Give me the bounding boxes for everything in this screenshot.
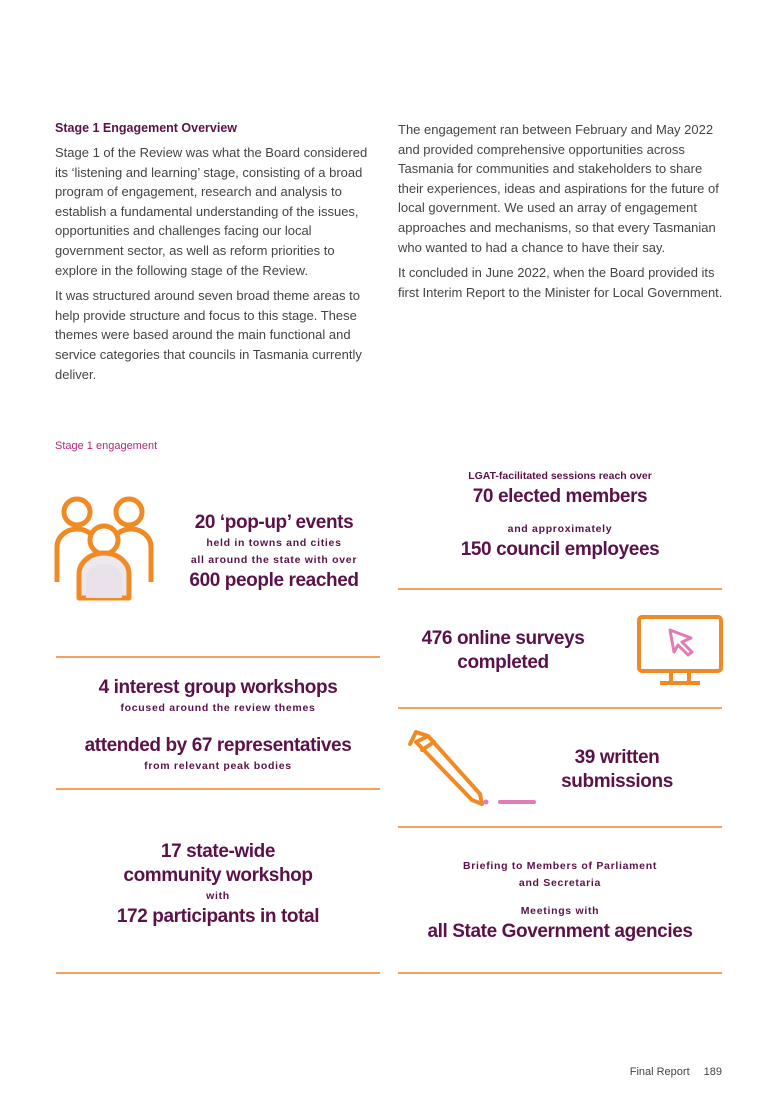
divider [398,826,722,828]
submissions-line2: submissions [561,771,673,792]
overview-paragraph: Stage 1 of the Review was what the Board considered its ‘listening and learning’ stage, consisting of a broad program of engagement, research and analysis to establish a fundamental understanding of the issues, opportunities and challenges facing our local government sector, as well as reform priorities to explore in the following stage of the Review. [55,145,368,278]
overview-paragraph: It was structured around seven broad theme areas to help provide structure and focus to this stage. These themes were based around the main functional and service categories that councils in Tasmania currently deliver. [55,288,362,382]
overview-heading: Stage 1 Engagement Overview [55,121,238,135]
community-total: 172 participants in total [116,906,320,927]
lgat-elected: 70 elected members [472,486,648,507]
workshops-sub1: focused around the review themes [120,702,316,714]
community-line1: 17 state-wide [160,841,276,862]
workshops-title: 4 interest group workshops [98,677,338,698]
briefing-line1: Briefing to Members of Parliament [462,860,658,872]
surveys-line2: completed [457,652,549,673]
footer-label: Final Report [629,1066,690,1078]
popup-events-title: 20 ‘pop-up’ events [194,512,354,533]
workshops-title2: attended by 67 representatives [84,735,352,756]
divider [398,707,722,709]
online-surveys-stat [398,627,608,675]
community-line2: community workshop [123,865,313,886]
lgat-sessions-stat [398,468,722,562]
divider [398,972,722,974]
popup-events-total: 600 people reached [189,570,359,591]
popup-events-line2: all around the state with over [190,554,358,566]
community-with: with [206,890,230,902]
briefing-stat [398,858,722,944]
briefing-line2: and Secretaria [518,877,602,889]
popup-events-stat [165,511,383,593]
divider [56,972,380,974]
lgat-intro: LGAT-facilitated sessions reach over [468,470,652,482]
overview-paragraph: It concluded in June 2022, when the Board provided its first Interim Report to the Minister for Local Government. [398,265,723,300]
surveys-line1: 476 online surveys [421,628,585,649]
community-workshops-stat [56,840,380,929]
computer-monitor-icon [636,614,724,688]
page-footer [616,1066,722,1078]
divider [56,788,380,790]
popup-events-line1: held in towns and cities [206,537,342,549]
section-label: Stage 1 engagement [55,440,158,452]
divider [398,588,722,590]
pen-icon [404,728,540,808]
submissions-line1: 39 written [574,747,660,768]
lgat-employees: 150 council employees [460,539,660,560]
interest-workshops-stat [56,676,380,775]
workshops-sub2: from relevant peak bodies [144,760,292,772]
overview-left-column [55,143,375,390]
briefing-agencies: all State Government agencies [427,921,693,942]
people-group-icon [52,492,156,602]
page-number: 189 [703,1066,722,1078]
lgat-mid: and approximately [507,523,613,535]
divider [56,656,380,658]
overview-right-column [398,120,728,308]
written-submissions-stat [540,746,694,794]
overview-paragraph: The engagement ran between February and May 2022 and provided comprehensive opportunities across Tasmania for communities and stakeholders to share their experiences, ideas and aspirations for the future of local government. We used an array of engagement approaches and mechanisms, so that every Tasmanian who wanted to had a chance to have their say. [398,122,719,255]
briefing-meetings: Meetings with [520,905,600,917]
